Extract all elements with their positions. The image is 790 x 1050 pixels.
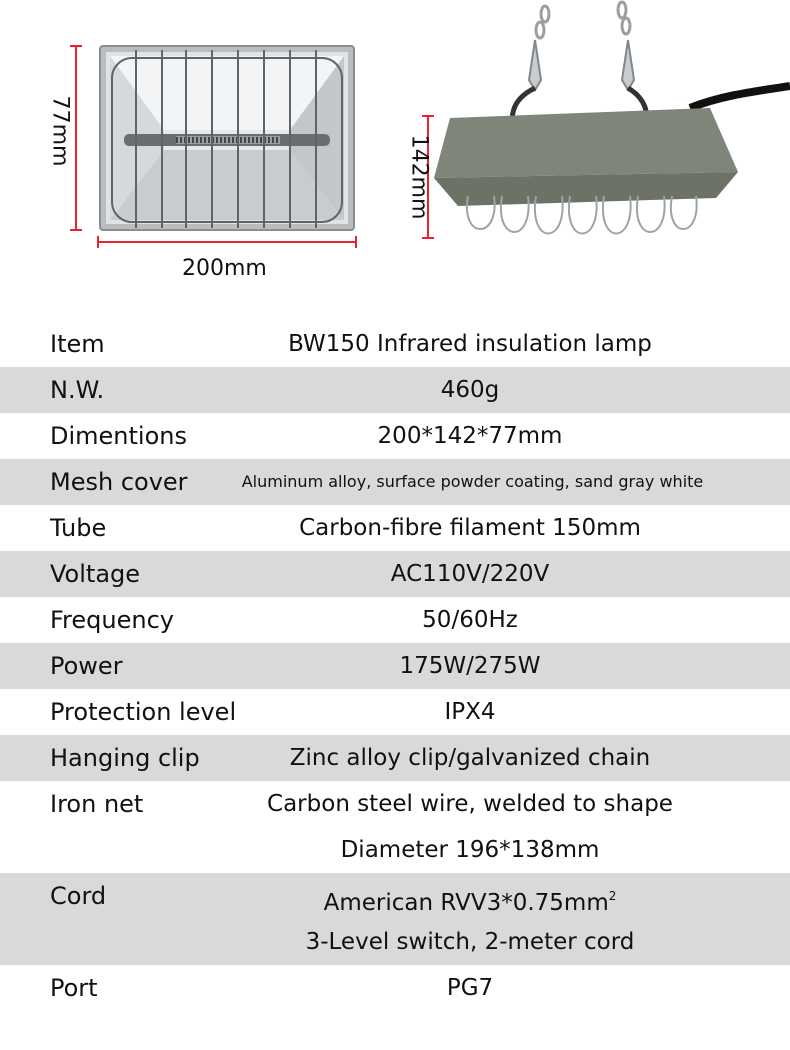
- spec-row-mesh-cover: [0, 459, 790, 505]
- spec-value: 50/60Hz: [422, 607, 518, 633]
- spec-label: Dimentions: [50, 422, 187, 450]
- spec-table: [0, 321, 790, 1011]
- spec-value-line2: 3-Level switch, 2-meter cord: [305, 929, 635, 955]
- spec-label: Mesh cover: [50, 468, 188, 496]
- spec-value: Zinc alloy clip/galvanized chain: [289, 745, 651, 771]
- spec-value: 200*142*77mm: [377, 423, 563, 449]
- spec-value: 175W/275W: [399, 653, 541, 679]
- side-view-image: [390, 0, 790, 300]
- spec-row-voltage: [0, 551, 790, 597]
- spec-row-protection-level: [0, 689, 790, 735]
- front-width-label: 200mm: [182, 256, 267, 281]
- spec-value: 460g: [440, 377, 500, 403]
- spec-label: Frequency: [50, 606, 174, 634]
- spec-label: Item: [50, 330, 105, 358]
- spec-label: Cord: [50, 882, 107, 910]
- spec-label: N.W.: [50, 376, 105, 404]
- spec-label: Power: [50, 652, 123, 680]
- spec-row-tube: [0, 505, 790, 551]
- spec-row-hanging-clip: [0, 735, 790, 781]
- spec-value: Carbon-fibre filament 150mm: [299, 515, 641, 541]
- spec-value: IPX4: [444, 699, 496, 725]
- spec-row-dimentions: [0, 413, 790, 459]
- spec-row-power: [0, 643, 790, 689]
- spec-value: AC110V/220V: [390, 561, 550, 587]
- spec-row-iron-net-cont: [0, 827, 790, 873]
- product-figures: [0, 0, 790, 320]
- front-height-label: 77mm: [47, 95, 73, 167]
- spec-row-item: [0, 321, 790, 367]
- superscript: 2: [608, 889, 617, 903]
- spec-label: Protection level: [50, 698, 237, 726]
- spec-label: Port: [50, 974, 98, 1002]
- spec-row-port: [0, 965, 790, 1011]
- side-height-label: 142mm: [406, 134, 432, 220]
- spec-value-text: American RVV3*0.75mm: [323, 890, 609, 916]
- spec-row-frequency: [0, 597, 790, 643]
- spec-label: Voltage: [50, 560, 141, 588]
- spec-value: Carbon steel wire, welded to shape: [267, 791, 673, 817]
- spec-row-iron-net: [0, 781, 790, 827]
- spec-value: PG7: [446, 975, 494, 1001]
- spec-row-nw: [0, 367, 790, 413]
- spec-row-cord: [0, 873, 790, 919]
- spec-value: Aluminum alloy, surface powder coating, sand gray white: [241, 472, 704, 491]
- spec-value: [150, 873, 790, 919]
- spec-label: Iron net: [50, 790, 144, 818]
- spec-label: Tube: [50, 514, 107, 542]
- spec-value: BW150 Infrared insulation lamp: [288, 331, 652, 357]
- spec-value-line2: Diameter 196*138mm: [340, 837, 600, 863]
- spec-label: Hanging clip: [50, 744, 200, 772]
- spec-row-cord-cont: [0, 919, 790, 965]
